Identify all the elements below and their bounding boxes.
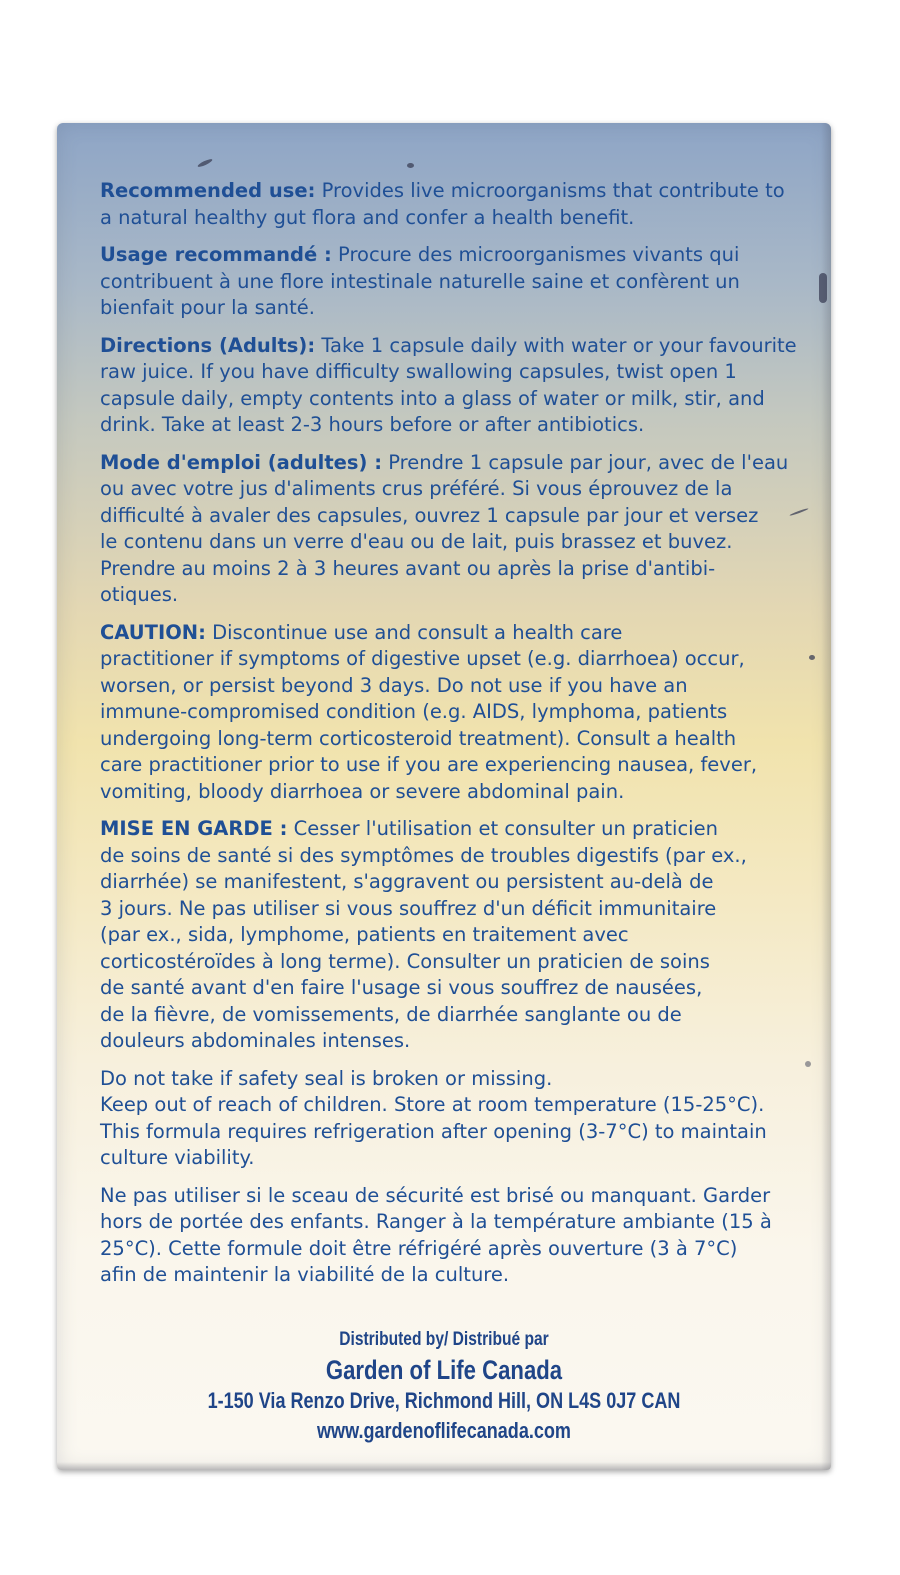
caution-label: CAUTION: [100, 620, 206, 644]
text-line: capsule daily, empty contents into a glass of water or milk, stir, and [100, 386, 765, 410]
text-line: contribuent à une flore intestinale naturelle saine et confèrent un [100, 269, 740, 293]
text-line: douleurs abdominales intenses. [100, 1029, 411, 1052]
speck [819, 273, 827, 303]
mode-emploi-block [100, 450, 800, 609]
text-line: practitioner if symptoms of digestive upset (e.g. diarrhoea) occur, [100, 647, 745, 670]
text-line: vomiting, bloody diarrhoea or severe abdominal pain. [100, 779, 625, 803]
text-line: Ne pas utiliser si le sceau de sécurité est brisé ou manquant. Garder [100, 1183, 771, 1207]
panel-edge-shade [821, 123, 831, 1470]
text-line: Cesser l'utilisation et consulter un praticien [287, 817, 718, 840]
distributor-heading: Distributed by/ Distribué par [339, 1329, 549, 1350]
text-line: raw juice. If you have difficulty swallowing capsules, twist open 1 [100, 360, 737, 383]
text-line: ou avec votre jus d'aliments crus préféré. Si vous éprouvez de la [100, 477, 733, 500]
speck [407, 163, 414, 168]
text-line: 3 jours. Ne pas utiliser si vous souffrez d'un déficit immunitaire [100, 896, 717, 920]
text-line: bienfait pour la santé. [100, 296, 315, 319]
text-line: worsen, or persist beyond 3 days. Do not use if you have an [100, 673, 688, 697]
mode-emploi-label: Mode d'emploi (adultes) : [100, 450, 383, 474]
text-line: de soins de santé si des symptômes de troubles digestifs (par ex., [100, 843, 747, 867]
text-line: Do not take if safety seal is broken or missing. [100, 1066, 553, 1090]
text-line: This formula requires refrigeration after opening (3-7°C) to maintain [100, 1119, 767, 1143]
text-line: Provides live microorganisms that contribute to [315, 179, 785, 202]
text-line: difficulté à avaler des capsules, ouvrez 1 capsule par jour et versez [100, 503, 759, 527]
speck [805, 1061, 811, 1067]
speck [809, 655, 815, 660]
mise-en-garde-block [100, 816, 800, 1055]
text-line: care practitioner prior to use if you are experiencing nausea, fever, [100, 753, 758, 776]
text-line: corticostéroïdes à long terme). Consulter un praticien de soins [100, 949, 710, 973]
speck [197, 158, 213, 168]
text-line: Discontinue use and consult a health care [205, 620, 623, 644]
directions-label: Directions (Adults): [100, 333, 316, 357]
text-line: Prendre au moins 2 à 3 heures avant ou après la prise d'antibi- [100, 556, 716, 580]
storage-block-fr [100, 1183, 800, 1289]
text-line: Procure des microorganismes vivants qui [331, 243, 740, 266]
text-line: de santé avant d'en faire l'usage si vous souffrez de nausées, [100, 976, 703, 999]
text-line: Keep out of reach of children. Store at room temperature (15-25°C). [100, 1093, 765, 1116]
recommended-use-label: Recommended use: [100, 179, 316, 202]
caution-block [100, 620, 800, 806]
distributor-address: 1-150 Via Renzo Drive, Richmond Hill, ON L4S 0J7 CAN [207, 1388, 681, 1413]
text-line: a natural healthy gut flora and confer a health benefit. [100, 205, 635, 229]
recommended-use-block [100, 178, 800, 231]
text-line: 25°C). Cette formule doit être réfrigéré après ouverture (3 à 7°C) [100, 1236, 738, 1260]
distributor-website: www.gardenoflifecanada.com [317, 1418, 571, 1443]
text-line: (par ex., sida, lymphome, patients en traitement avec [100, 923, 629, 946]
text-line: culture viability. [100, 1146, 255, 1169]
distributor-info [127, 1326, 762, 1446]
text-line: immune-compromised condition (e.g. AIDS, lymphoma, patients [100, 700, 728, 723]
usage-recommande-block [100, 242, 800, 322]
storage-block-en [100, 1066, 800, 1172]
text-line: diarrhée) se manifestent, s'aggravent ou persistent au-delà de [100, 870, 714, 893]
directions-block [100, 333, 800, 439]
distributor-company: Garden of Life Canada [325, 1355, 563, 1385]
text-line: undergoing long-term corticosteroid treatment). Consult a health [100, 726, 737, 750]
text-line: Take 1 capsule daily with water or your favourite [315, 333, 797, 357]
usage-recommande-label: Usage recommandé : [100, 243, 332, 266]
label-panel [57, 123, 831, 1470]
text-line: le contenu dans un verre d'eau ou de lait, puis brassez et buvez. [100, 530, 733, 553]
text-line: otiques. [100, 583, 179, 606]
label-text [100, 178, 800, 1300]
text-line: Prendre 1 capsule par jour, avec de l'eau [382, 450, 789, 474]
text-line: drink. Take at least 2-3 hours before or after antibiotics. [100, 413, 645, 436]
text-line: de la fièvre, de vomissements, de diarrhée sanglante ou de [100, 1002, 682, 1026]
text-line: hors de portée des enfants. Ranger à la température ambiante (15 à [100, 1210, 772, 1233]
mise-en-garde-label: MISE EN GARDE : [100, 817, 288, 840]
text-line: afin de maintenir la viabilité de la culture. [100, 1263, 510, 1286]
panel-bottom-shade [57, 1462, 831, 1470]
